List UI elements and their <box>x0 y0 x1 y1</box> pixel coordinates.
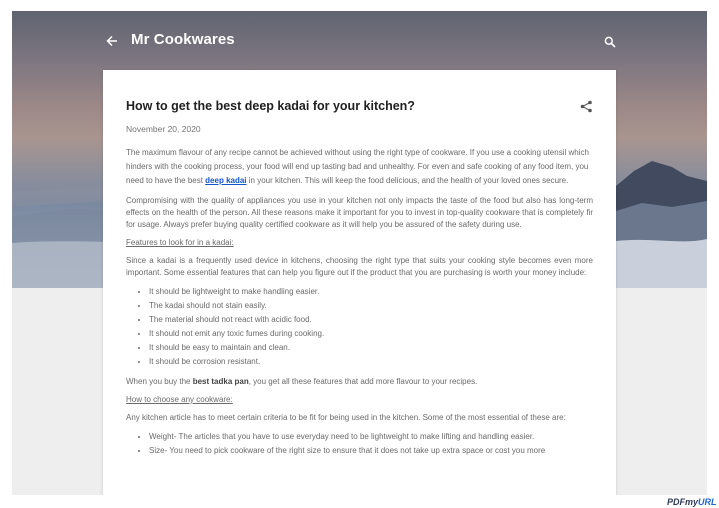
features-list <box>126 285 593 369</box>
list-item: • Size- You need to pick cookware of the right size to ensure that it does not take up extra space or cost you more <box>149 444 593 458</box>
watermark-text: PDFmy <box>667 497 699 507</box>
choose-cookware-heading: How to choose any cookware: <box>126 395 233 404</box>
intro-text-end: in your kitchen. This will keep the food delicious, and the health of your loved ones secure. <box>246 176 569 185</box>
best-tadka-pan-bold: best tadka pan <box>192 377 249 386</box>
top-app-bar <box>12 11 707 69</box>
tadka-text-end: , you get all these features that add more flavour to your recipes. <box>248 377 478 386</box>
list-item: • It should be easy to maintain and clean. <box>149 341 593 355</box>
post-title: How to get the best deep kadai for your kitchen? <box>126 99 415 113</box>
list-item: • It should be corrosion resistant. <box>149 355 593 369</box>
pdfmyurl-watermark <box>667 497 717 507</box>
intro-text-start: The maximum flavour of any recipe cannot be achieved without using the right type of cookware. If you use a cooking utensil which hinders with the cooking process, your food will end up tasting bad and unhealthy. For even and safe cooking of any food item, you need to have the best <box>126 148 589 185</box>
post-date: November 20, 2020 <box>126 124 201 134</box>
list-item: • The kadai should not stain easily. <box>149 299 593 313</box>
features-heading: Features to look for in a kadai: <box>126 238 234 247</box>
arrow-left-icon <box>106 35 118 47</box>
list-item: • It should be lightweight to make handling easier. <box>149 285 593 299</box>
page-frame <box>12 11 707 495</box>
search-button[interactable] <box>599 31 621 53</box>
back-button[interactable] <box>101 30 123 52</box>
search-icon <box>604 36 616 48</box>
paragraph-criteria-intro: Any kitchen article has to meet certain criteria to be fit for being used in the kitchen. Some of the most essential of these are: <box>126 413 566 422</box>
post-card <box>103 70 616 495</box>
tadka-text-start: When you buy the <box>126 377 193 386</box>
post-body <box>126 146 593 465</box>
list-item: • It should not emit any toxic fumes during cooking. <box>149 327 593 341</box>
paragraph-tadka-pan <box>126 376 593 388</box>
paragraph-features-intro: Since a kadai is a frequently used device in kitchens, choosing the right type that suits your cooking style becomes even more important. Some essential features that can help you figure out if the product that you are purchasing is worth your money include: <box>126 256 593 277</box>
share-icon <box>580 100 593 113</box>
list-item: • The material should not react with acidic food. <box>149 313 593 327</box>
criteria-list <box>126 430 593 458</box>
site-title[interactable]: Mr Cookwares <box>131 31 235 48</box>
deep-kadai-link[interactable]: deep kadai <box>205 176 247 185</box>
paragraph-quality: Compromising with the quality of appliances you use in your kitchen not only impacts the taste of the food but also has long-term effects on the health of the person. All these reasons make it important for you to invest in top-quality cookware that is completely fir for usage. Always prefer buying quality certified cookware as it will help you be assured of the safety during use. <box>126 196 593 229</box>
intro-paragraph <box>126 146 593 188</box>
watermark-accent: URL <box>698 497 717 507</box>
list-item: • Weight- The articles that you have to use everyday need to be lightweight to make lifting and handling easier. <box>149 430 593 444</box>
share-button[interactable] <box>577 97 595 115</box>
